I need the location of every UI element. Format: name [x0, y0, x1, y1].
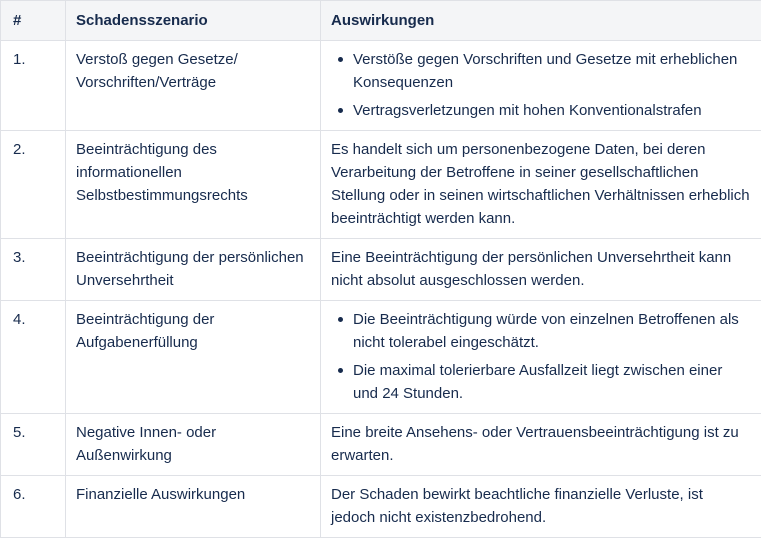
row-number: 3.	[1, 239, 66, 301]
effects-cell: Eine breite Ansehens- oder Vertrauensbeeinträchtigung ist zu erwarten.	[321, 414, 761, 476]
scenario-cell: Verstoß gegen Gesetze/ Vorschriften/Verträge	[66, 41, 321, 131]
scenario-cell: Negative Innen- oder Außenwirkung	[66, 414, 321, 476]
effects-list-item: Die Beeinträchtigung würde von einzelnen Betroffenen als nicht tolerabel eingeschätzt.	[353, 308, 751, 354]
effects-cell	[321, 301, 761, 414]
scenario-cell: Beeinträchtigung der persönlichen Unversehrtheit	[66, 239, 321, 301]
row-number: 4.	[1, 301, 66, 414]
effects-cell: Eine Beeinträchtigung der persönlichen Unversehrtheit kann nicht absolut ausgeschlossen werden.	[321, 239, 761, 301]
table-row	[1, 414, 761, 476]
effects-cell: Es handelt sich um personenbezogene Daten, bei deren Verarbeitung der Betroffene in seiner gesellschaftlichen Stellung oder in seinen wirtschaftlichen Verhältnissen erheblich beeinträchtigt werden kann.	[321, 131, 761, 239]
header-scenario: Schadensszenario	[66, 1, 321, 41]
header-number: #	[1, 1, 66, 41]
scenario-cell: Beeinträchtigung des informationellen Selbstbestimmungsrechts	[66, 131, 321, 239]
effects-list-item: Vertragsverletzungen mit hohen Konventionalstrafen	[353, 99, 751, 122]
row-number: 1.	[1, 41, 66, 131]
row-number: 5.	[1, 414, 66, 476]
table-row	[1, 131, 761, 239]
table-row	[1, 239, 761, 301]
table-row	[1, 476, 761, 538]
table-row	[1, 41, 761, 131]
table-row	[1, 301, 761, 414]
effects-list-item: Die maximal tolerierbare Ausfallzeit liegt zwischen einer und 24 Stunden.	[353, 359, 751, 405]
effects-list	[331, 308, 751, 405]
header-row	[1, 1, 761, 41]
scenario-cell: Finanzielle Auswirkungen	[66, 476, 321, 538]
effects-list	[331, 48, 751, 122]
table-header	[1, 1, 761, 41]
scenario-cell: Beeinträchtigung der Aufgabenerfüllung	[66, 301, 321, 414]
effects-cell	[321, 41, 761, 131]
row-number: 6.	[1, 476, 66, 538]
header-effects: Auswirkungen	[321, 1, 761, 41]
effects-list-item: Verstöße gegen Vorschriften und Gesetze mit erheblichen Konsequenzen	[353, 48, 751, 94]
row-number: 2.	[1, 131, 66, 239]
table-body	[1, 41, 761, 538]
effects-cell: Der Schaden bewirkt beachtliche finanzielle Verluste, ist jedoch nicht existenzbedrohend.	[321, 476, 761, 538]
